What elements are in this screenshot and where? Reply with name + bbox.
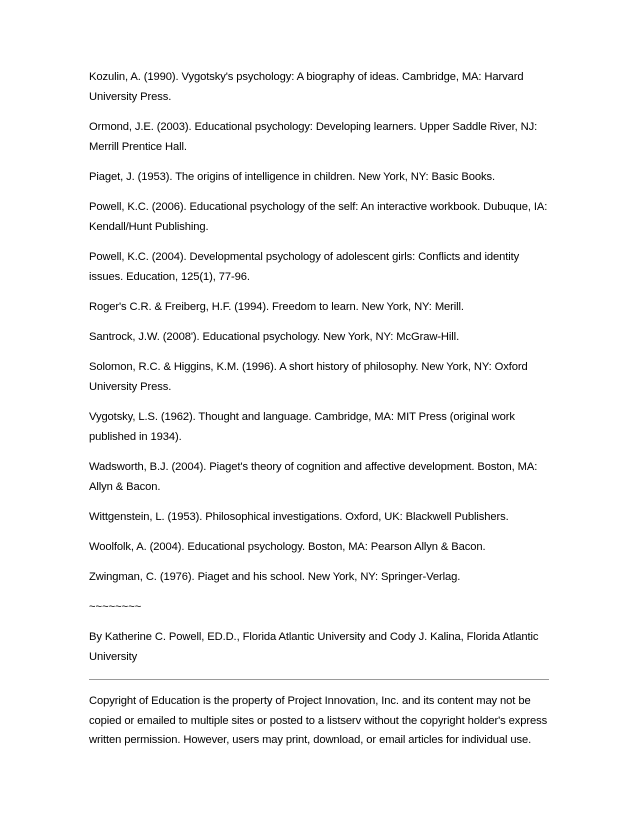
author-byline: By Katherine C. Powell, ED.D., Florida Atlantic University and Cody J. Kalina, Florida Atlantic University (89, 631, 539, 663)
reference-entry: Vygotsky, L.S. (1962). Thought and language. Cambridge, MA: MIT Press (original work published in 1934). (89, 411, 515, 443)
reference-entry: Wittgenstein, L. (1953). Philosophical investigations. Oxford, UK: Blackwell Publishers. (89, 511, 509, 523)
reference-entry: Ormond, J.E. (2003). Educational psychology: Developing learners. Upper Saddle River, NJ: Merrill Prentice Hall. (89, 121, 538, 153)
document-page (89, 67, 554, 751)
section-separator: ~~~~~~~~ (89, 601, 142, 613)
copyright-notice: Copyright of Education is the property of Project Innovation, Inc. and its content may not be copied or emailed to multiple sites or posted to a listserv without the copyright holder's express written permission. However, users may print, download, or email articles for individual use. (89, 695, 548, 746)
reference-entry: Santrock, J.W. (2008'). Educational psychology. New York, NY: McGraw-Hill. (89, 331, 460, 343)
reference-entry: Kozulin, A. (1990). Vygotsky's psychology: A biography of ideas. Cambridge, MA: Harvard University Press. (89, 71, 524, 103)
reference-entry: Wadsworth, B.J. (2004). Piaget's theory of cognition and affective development. Boston, MA: Allyn & Bacon. (89, 461, 538, 493)
reference-entry: Solomon, R.C. & Higgins, K.M. (1996). A short history of philosophy. New York, NY: Oxford University Press. (89, 361, 528, 393)
reference-entry: Powell, K.C. (2004). Developmental psychology of adolescent girls: Conflicts and identity issues. Education, 125(1), 77-96. (89, 251, 520, 283)
reference-entry: Piaget, J. (1953). The origins of intelligence in children. New York, NY: Basic Books. (89, 171, 495, 183)
reference-entry: Zwingman, C. (1976). Piaget and his school. New York, NY: Springer-Verlag. (89, 571, 461, 583)
reference-entry: Roger's C.R. & Freiberg, H.F. (1994). Freedom to learn. New York, NY: Merill. (89, 301, 464, 313)
reference-entry: Woolfolk, A. (2004). Educational psychology. Boston, MA: Pearson Allyn & Bacon. (89, 541, 486, 553)
horizontal-divider (89, 679, 549, 680)
reference-entry: Powell, K.C. (2006). Educational psychology of the self: An interactive workbook. Dubuque, IA: Kendall/Hunt Publishing. (89, 201, 548, 233)
reference-list (89, 67, 554, 587)
